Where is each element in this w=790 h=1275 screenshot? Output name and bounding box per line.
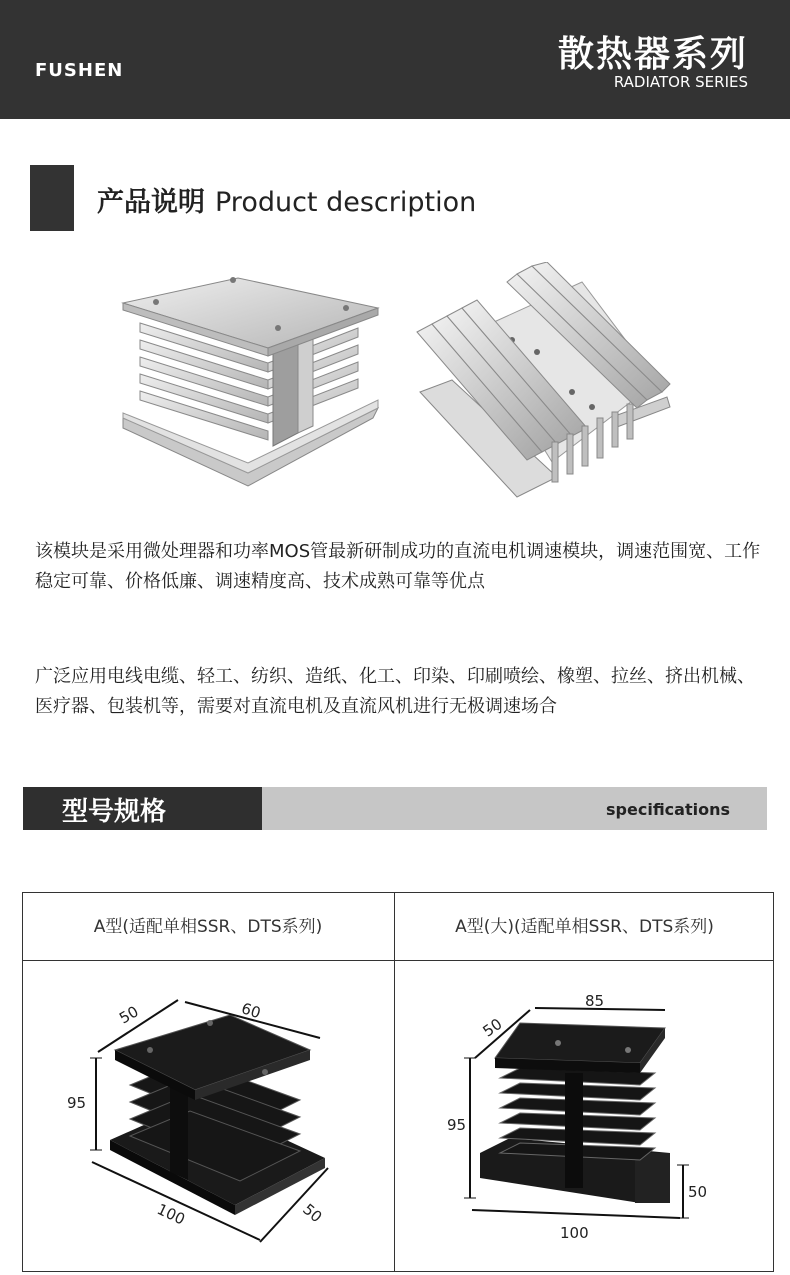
series-title-en: RADIATOR SERIES xyxy=(613,73,748,91)
dim-b-bottom: 100 xyxy=(560,1224,589,1242)
dim-b-top-left: 50 xyxy=(479,1014,506,1041)
heatsink-drawing-a-large xyxy=(440,988,740,1248)
product-heading-cn: 产品说明 xyxy=(97,187,205,218)
dim-a-height: 95 xyxy=(67,1094,87,1112)
series-title-cn: 散热器系列 xyxy=(557,34,748,75)
dim-a-top-right: 60 xyxy=(239,999,263,1023)
section-marker-block xyxy=(30,165,74,231)
heatsink-drawing-a xyxy=(60,990,390,1250)
spec-column-title-a-large: A型(大)(适配单相SSR、DTS系列) xyxy=(455,917,714,937)
spec-heading-cn: 型号规格 xyxy=(62,797,167,827)
product-paragraph-2: 广泛应用电线电缆、轻工、纺织、造纸、化工、印染、印刷喷绘、橡塑、拉丝、挤出机械、医疗器、包装机等，需要对直流电机及直流风机进行无极调速场合 xyxy=(35,666,755,717)
dim-a-top-left: 50 xyxy=(116,1002,142,1028)
heatsink-photo-left xyxy=(118,268,383,498)
page-header xyxy=(0,0,790,119)
spec-heading-en: specifications xyxy=(606,800,730,819)
heatsink-photo-right xyxy=(412,262,674,502)
dim-b-top-right: 85 xyxy=(585,992,605,1010)
product-description-heading xyxy=(97,180,476,219)
dim-b-side: 50 xyxy=(688,1183,708,1201)
brand-name: FUSHEN xyxy=(35,60,124,81)
spec-column-title-a: A型(适配单相SSR、DTS系列) xyxy=(93,917,323,937)
dim-a-side: 50 xyxy=(299,1200,326,1227)
dim-a-bottom: 100 xyxy=(154,1200,188,1229)
dim-b-height: 95 xyxy=(447,1116,467,1134)
table-column-divider xyxy=(394,892,395,1272)
table-header-divider xyxy=(22,960,774,961)
product-paragraph-1: 该模块是采用微处理器和功率MOS管最新研制成功的直流电机调速模块，调速范围宽、工作稳定可靠、价格低廉、调速精度高、技术成熟可靠等优点 xyxy=(35,541,761,592)
product-heading-en: Product description xyxy=(215,187,477,218)
